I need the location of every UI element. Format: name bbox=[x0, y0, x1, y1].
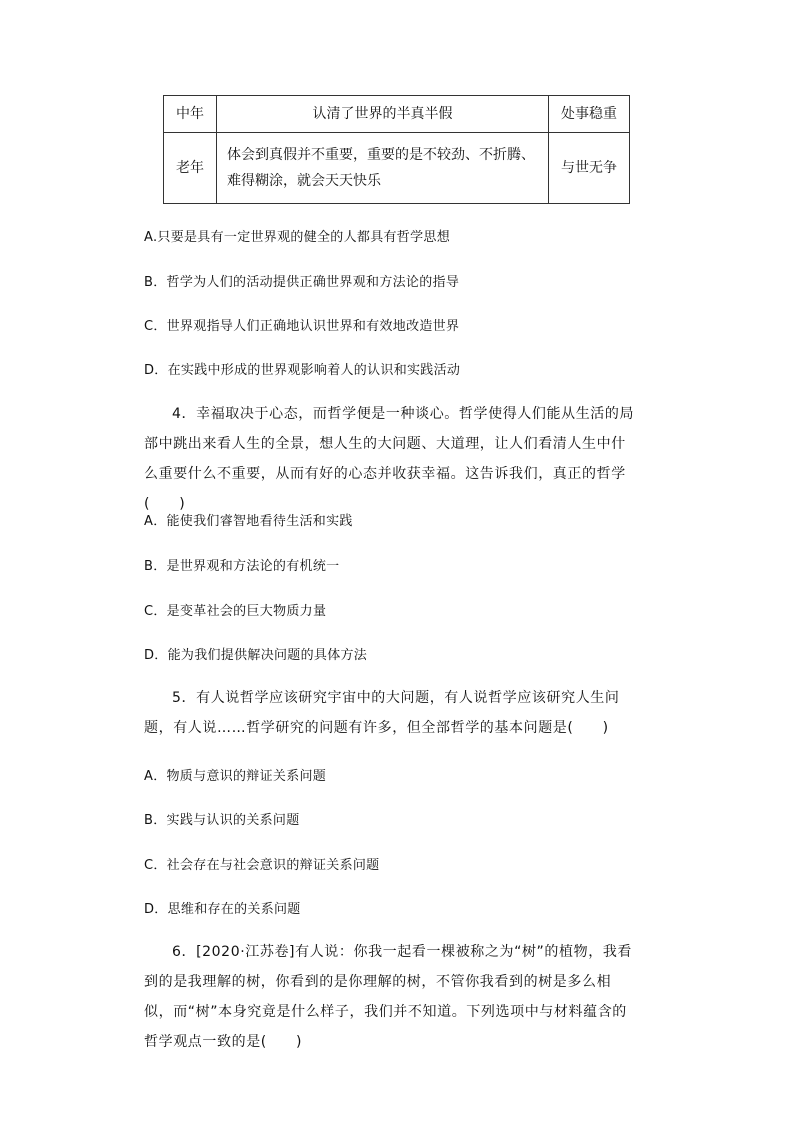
description-cell: 认清了世界的半真半假 bbox=[217, 96, 549, 133]
q4-option-c: C．是变革社会的巨大物质力量 bbox=[144, 604, 327, 619]
q5-option-a: A．物质与意识的辩证关系问题 bbox=[144, 769, 327, 784]
q3-option-b: B．哲学为人们的活动提供正确世界观和方法论的指导 bbox=[144, 275, 460, 290]
q5-stem: 5．有人说哲学应该研究宇宙中的大问题，有人说哲学应该研究人生问题，有人说……哲学研究的问题有许多，但全部哲学的基本问题是( ) bbox=[144, 690, 620, 736]
q4-option-d: D．能为我们提供解决问题的具体方法 bbox=[144, 648, 368, 663]
age-cell: 中年 bbox=[164, 96, 217, 133]
attitude-cell: 处事稳重 bbox=[549, 96, 630, 133]
q5-option-c: C．社会存在与社会意识的辩证关系问题 bbox=[144, 858, 380, 873]
table-row bbox=[164, 96, 630, 133]
q5-option-d: D．思维和存在的关系问题 bbox=[144, 902, 301, 917]
q5-option-b: B．实践与认识的关系问题 bbox=[144, 813, 300, 828]
q3-option-c: C．世界观指导人们正确地认识世界和有效地改造世界 bbox=[144, 319, 460, 334]
table-row bbox=[164, 133, 630, 204]
q4-stem: 4．幸福取决于心态，而哲学便是一种谈心。哲学使得人们能从生活的局部中跳出来看人生的全景，想人生的大问题、大道理，让人们看清人生中什么重要什么不重要，从而有好的心态并收获幸福。这告诉我们，真正的哲学( ) bbox=[144, 406, 635, 512]
q6-stem: 6．[2020·江苏卷]有人说：你我一起看一棵被称之为“树”的植物，我看到的是我理解的树，你看到的是你理解的树，不管你我看到的树是多么相似，而“树”本身究竟是什么样子，我们并不知道。下列选项中与材料蕴含的哲学观点一致的是( ) bbox=[144, 944, 633, 1050]
age-cell: 老年 bbox=[164, 133, 217, 204]
attitude-cell: 与世无争 bbox=[549, 133, 630, 204]
q3-option-d: D．在实践中形成的世界观影响着人的认识和实践活动 bbox=[144, 363, 461, 378]
q4-option-a: A．能使我们睿智地看待生活和实践 bbox=[144, 514, 353, 529]
q3-option-a: A.只要是具有一定世界观的健全的人都具有哲学思想 bbox=[144, 230, 450, 245]
q4-option-b: B．是世界观和方法论的有机统一 bbox=[144, 559, 340, 574]
comparison-table bbox=[163, 95, 630, 204]
description-cell: 体会到真假并不重要，重要的是不较劲、不折腾、难得糊涂，就会天天快乐 bbox=[217, 133, 549, 204]
